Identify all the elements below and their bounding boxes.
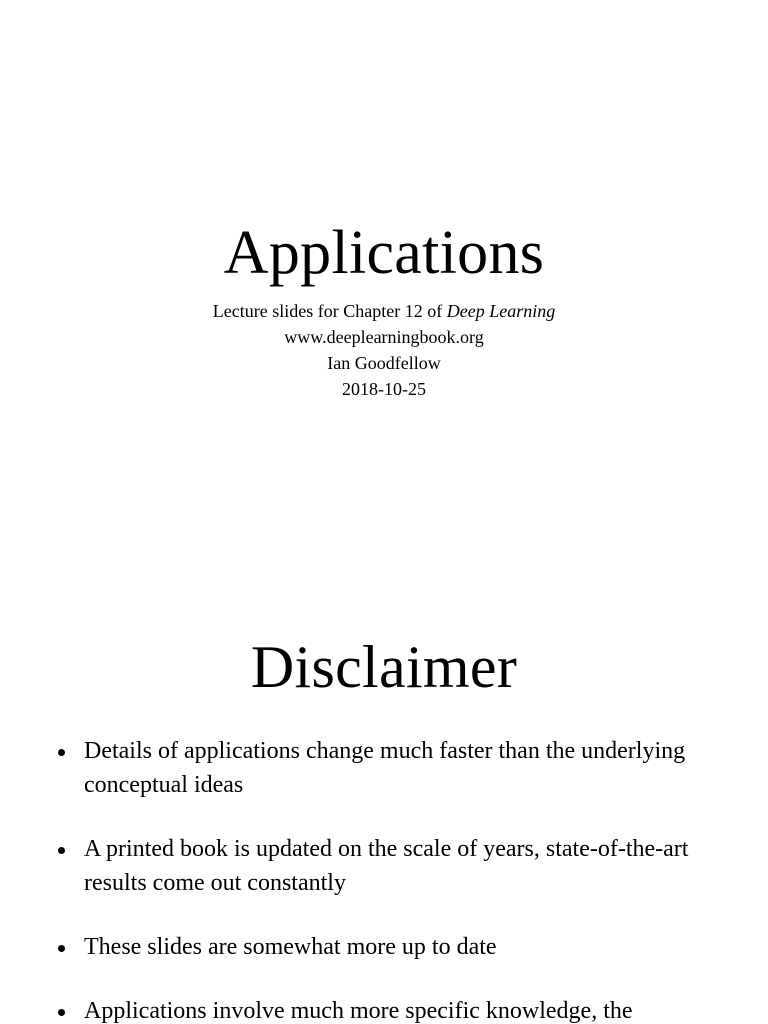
title-slide-meta (0, 298, 768, 402)
bullet-item (0, 734, 768, 802)
bullet-item (0, 930, 768, 964)
bullet-text: Details of applications change much faster than the underlying conceptual ideas (84, 738, 686, 798)
slide-title: Applications (223, 219, 545, 287)
disclaimer-slide (0, 576, 768, 1024)
bullet-item (0, 832, 768, 900)
bullet-icon (58, 847, 65, 854)
bullet-text: These slides are somewhat more up to date (84, 934, 497, 960)
subtitle-prefix: Lecture slides for Chapter 12 of (212, 301, 447, 321)
bullet-list (0, 734, 768, 1024)
bullet-text: Applications involve much more specific knowledge, the (84, 998, 633, 1024)
bullet-text: A printed book is updated on the scale of years, state-of-the-art results come out constantly (84, 836, 689, 896)
book-title: Deep Learning (446, 301, 556, 321)
subtitle (0, 298, 768, 324)
bullet-icon (58, 1009, 65, 1016)
author-name: Ian Goodfellow (327, 353, 441, 373)
bullet-icon (58, 749, 65, 756)
bullet-icon (58, 945, 65, 952)
bullet-item (0, 994, 768, 1024)
disclaimer-title: Disclaimer (250, 634, 518, 700)
slide-date: 2018-10-25 (342, 379, 426, 399)
website-url: www.deeplearningbook.org (284, 327, 484, 347)
